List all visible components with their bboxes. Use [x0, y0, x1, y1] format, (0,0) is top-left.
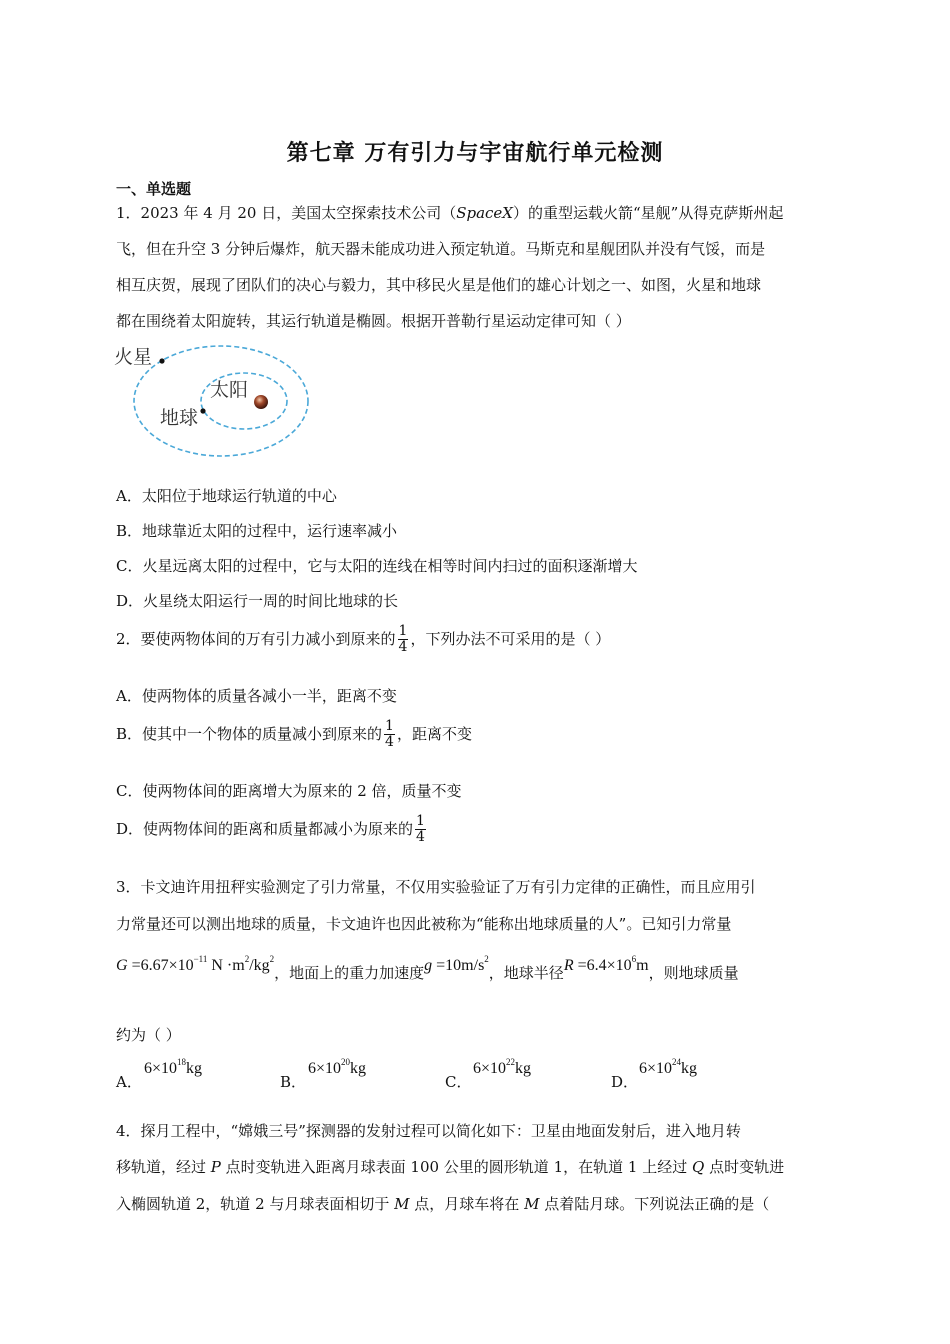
q4-line3: 入椭圆轨道 2，轨道 2 与月球表面相切于 M 点，月球车将在 M 点着陆月球。下列说法正确的是（ [116, 1195, 770, 1213]
q1-option-d: D．火星绕太阳运行一周的时间比地球的长 [116, 592, 399, 610]
fraction: $\frac{1}{4}$ [398, 623, 408, 656]
sun-label: 太阳 [210, 379, 249, 401]
q3-answer-c: C． $6\times 10^{22}kg$ [445, 1057, 532, 1091]
q1-line1: 1．2023 年 4 月 20 日，美国太空探索技术公司（SpaceX）的重型运载火箭“星舰”从得克萨斯州起 [116, 204, 784, 222]
q3-answer-a: A． $6\times 10^{18}kg$ [116, 1057, 203, 1091]
fraction: $\frac{1}{4}$ [416, 813, 425, 846]
section-heading: 一、单选题 [116, 180, 192, 198]
q3-line2: 力常量还可以测出地球的质量，卡文迪许也因此被称为“能称出地球质量的人”。已知引力常量 [116, 915, 732, 933]
q1-line3: 相互庆贺，展现了团队们的决心与毅力，其中移民火星是他们的雄心计划之一、如图，火星和地球 [116, 276, 762, 294]
q2-stem: 2．要使两物体间的万有引力减小到原来的 $\frac{1}{4}$ ，下列办法不可采用的是（ ） [116, 623, 611, 656]
q1-option-c: C．火星远离太阳的过程中，它与太阳的连线在相等时间内扫过的面积逐渐增大 [116, 557, 638, 575]
q2-option-c: C．使两物体间的距离增大为原来的 2 倍，质量不变 [116, 782, 462, 800]
earth-radius: $R =6.4\times 10^6m$ [563, 954, 649, 974]
earth-point [200, 408, 205, 413]
fraction: $\frac{1}{4}$ [385, 718, 394, 751]
q3-constants: $G =6.67\times 10^{-11}$ $N \cdot m^2/kg^2$，地面上的重力加速度$g =10m/s^2$，地球半径$R =6.4\times 10^6m$，则地球质量 [116, 954, 739, 982]
q3-line4: 约为（ ） [116, 1026, 181, 1044]
q3-line1: 3．卡文迪许用扭秤实验测定了引力常量，不仅用实验验证了万有引力定律的正确性，而且应用引 [116, 878, 756, 896]
mars-point [159, 358, 164, 363]
q1-line2: 飞，但在升空 3 分钟后爆炸，航天器未能成功进入预定轨道。马斯克和星舰团队并没有气馁，而是 [116, 240, 766, 258]
q1-line4: 都在围绕着太阳旋转，其运行轨道是椭圆。根据开普勒行星运动定律可知（ ） [116, 312, 631, 330]
q3-answer-b: B． $6\times 10^{20}kg$ [280, 1057, 367, 1091]
gravity-acceleration: $g =10m/s^2$ [424, 954, 489, 974]
q3-answer-d: D． $6\times 10^{24}kg$ [611, 1057, 698, 1091]
sun-icon [254, 395, 268, 409]
q2-option-d: D．使两物体间的距离和质量都减小为原来的 $\frac{1}{4}$ [116, 813, 425, 846]
page-title: 第七章 万有引力与宇宙航行单元检测 [286, 140, 664, 166]
gravitational-constant: $G =6.67\times 10^{-11}$ $N \cdot m^2/kg^2$ [116, 954, 275, 974]
orbit-figure [112, 340, 317, 465]
earth-label: 地球 [160, 407, 199, 429]
q1-option-a: A．太阳位于地球运行轨道的中心 [116, 487, 337, 505]
q2-option-a: A．使两物体的质量各减小一半，距离不变 [116, 687, 397, 705]
q2-option-b: B．使其中一个物体的质量减小到原来的 $\frac{1}{4}$ ，距离不变 [116, 718, 472, 751]
mars-label: 火星 [114, 346, 153, 368]
q1-option-b: B．地球靠近太阳的过程中，运行速率减小 [116, 522, 398, 540]
q4-line2: 移轨道，经过 P 点时变轨进入距离月球表面 100 公里的圆形轨道 1，在轨道 1 上经过 Q 点时变轨进 [116, 1158, 785, 1176]
q4-line1: 4．探月工程中，“嫦娥三号”探测器的发射过程可以简化如下：卫星由地面发射后，进入地月转 [116, 1122, 741, 1140]
